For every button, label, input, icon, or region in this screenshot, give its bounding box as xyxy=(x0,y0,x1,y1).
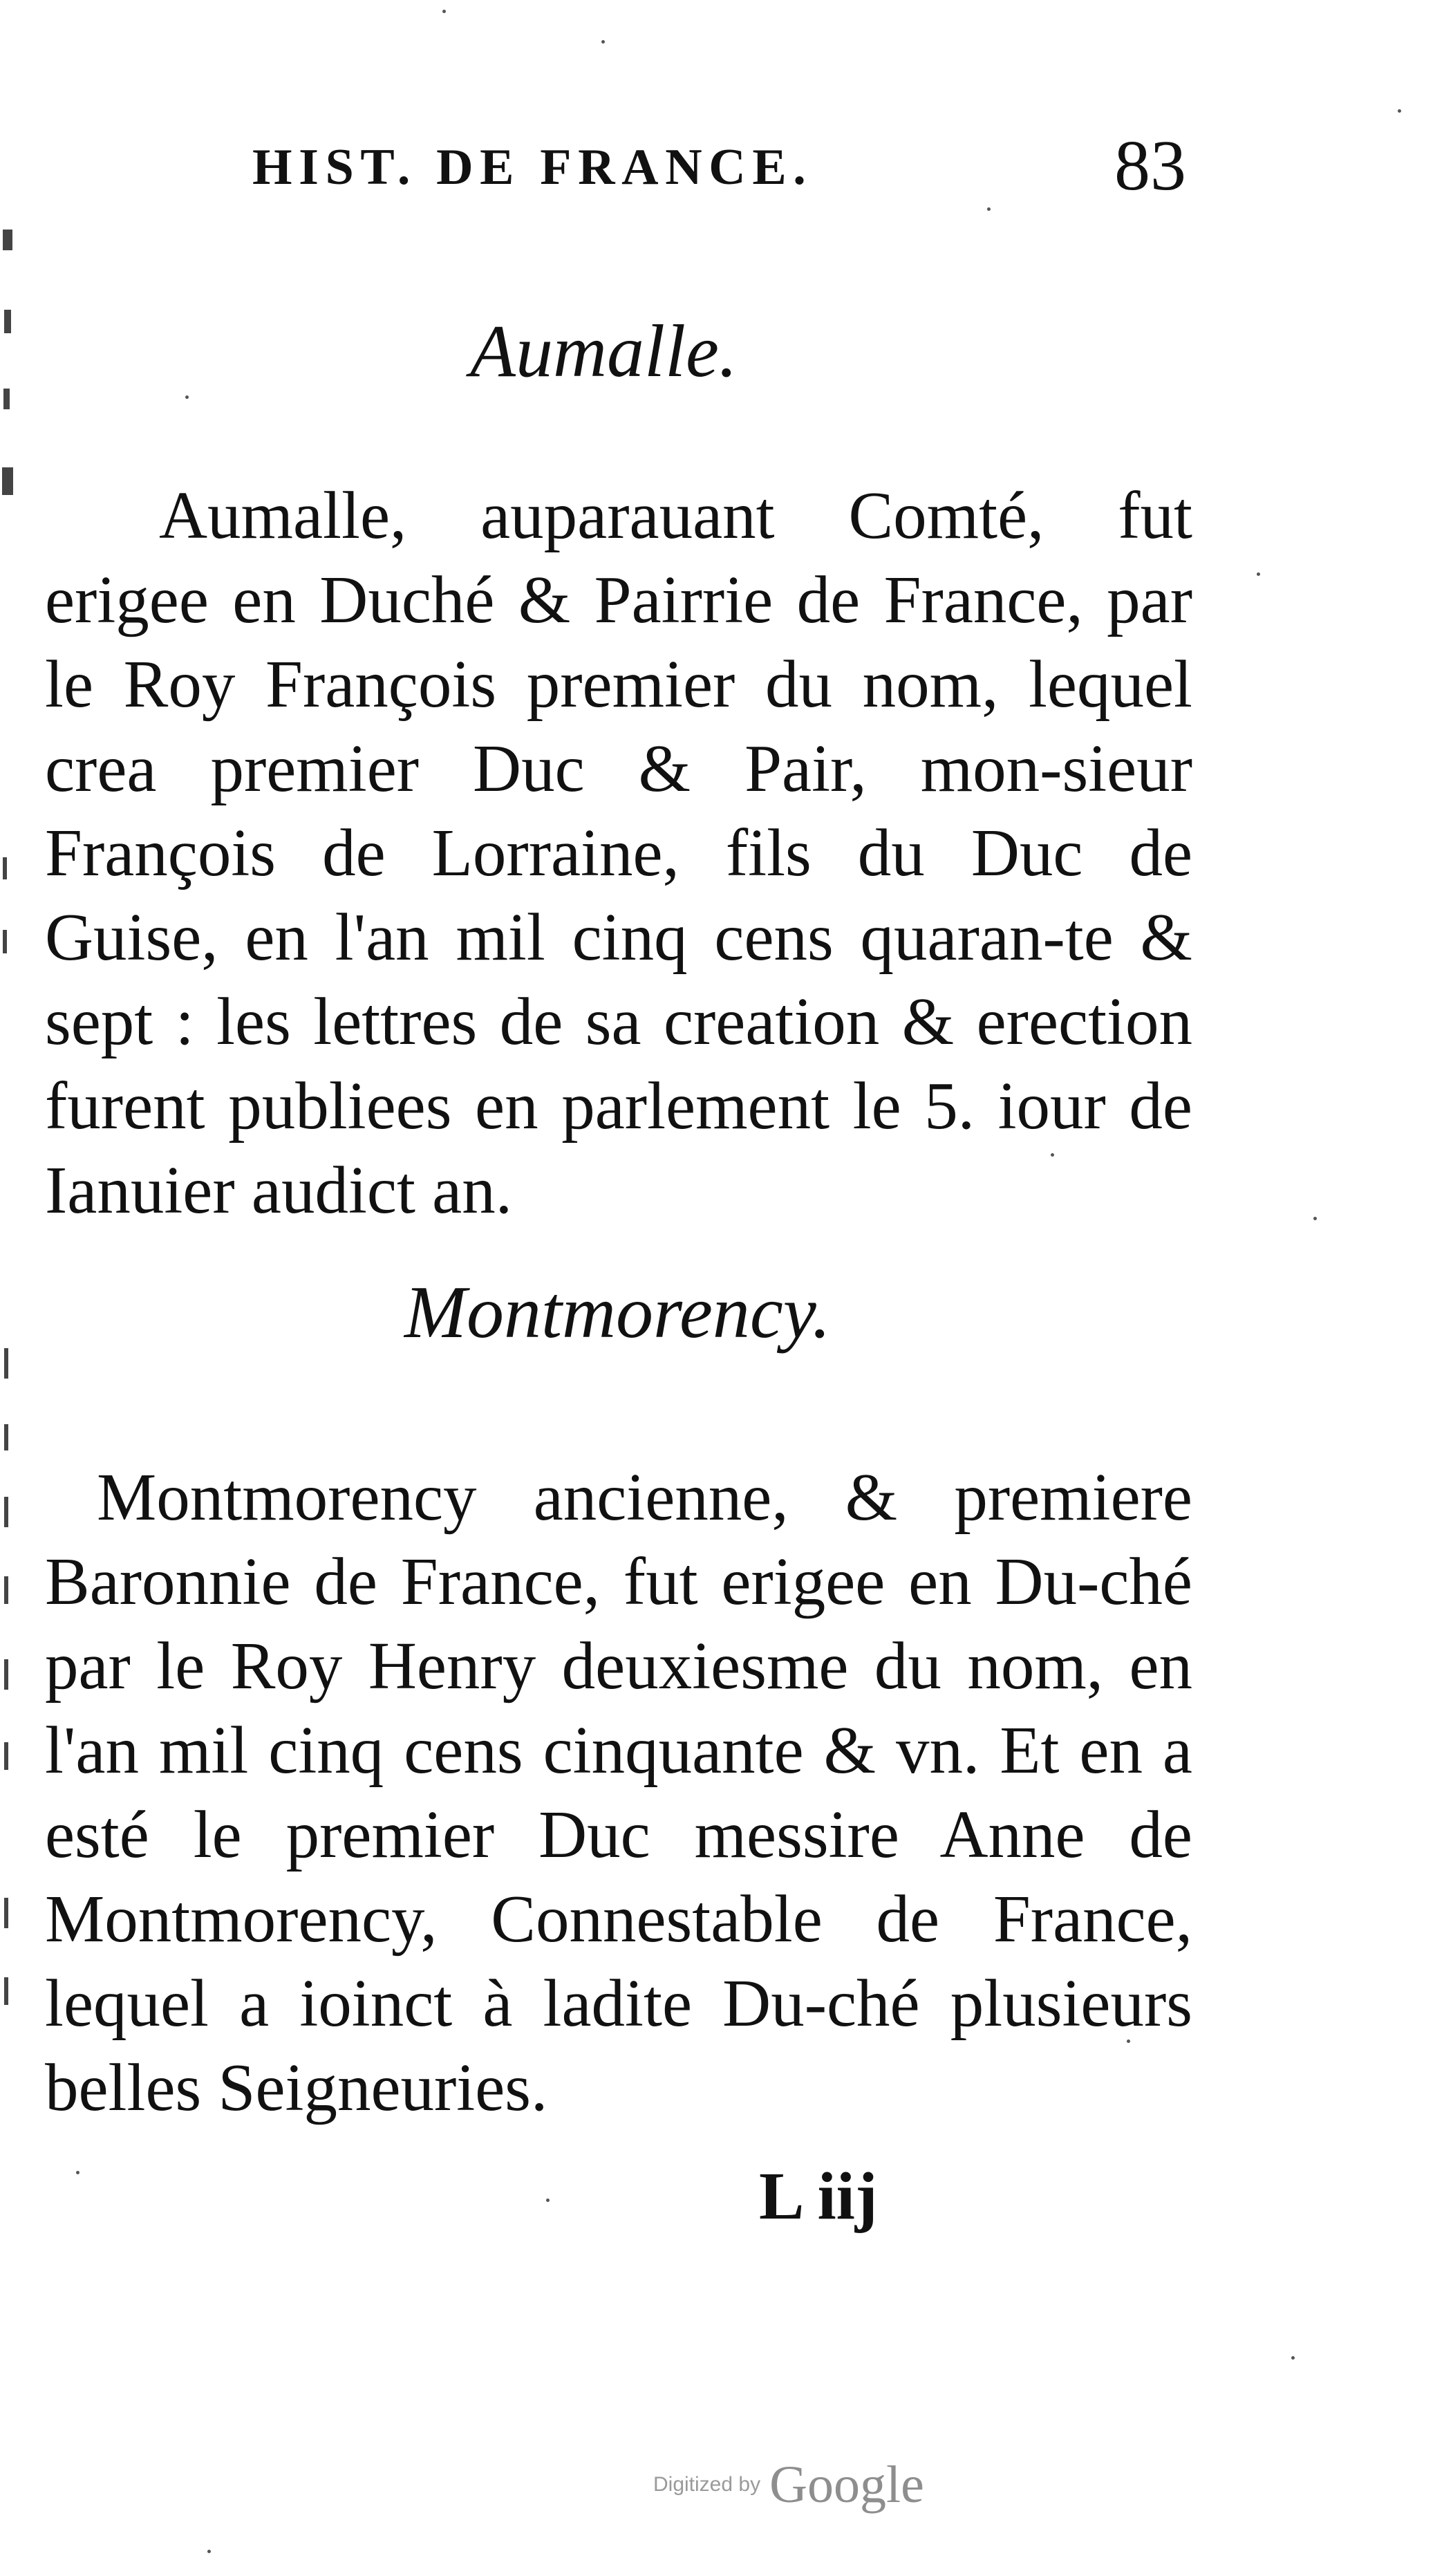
section-title-aumalle: Aumalle. xyxy=(470,310,738,393)
speck xyxy=(1257,572,1260,576)
speck xyxy=(601,40,605,44)
signature-mark: L iij xyxy=(759,2159,878,2234)
speck xyxy=(76,2171,79,2174)
speck xyxy=(987,207,991,211)
speck xyxy=(207,2550,211,2553)
section-body-montmorency: Montmorency ancienne, & premiere Baronnie de France, fut erigee en Du-ché par le Roy Henry deuxiesme du nom, en l'an mil cinq cens cinquante & vn. Et en a esté le premier Duc messire Anne de Montmorency, Connestable de France, lequel a ioinct à ladite Du-ché plusieurs belles Seigneuries. xyxy=(45,1460,1192,2125)
speck xyxy=(546,2199,550,2202)
google-logo: Google xyxy=(769,2456,924,2514)
digitization-watermark xyxy=(653,2456,924,2514)
page-number: 83 xyxy=(1114,126,1186,205)
speck xyxy=(185,395,189,399)
watermark-prefix: Digitized by xyxy=(653,2473,761,2496)
section-body-aumalle: Aumalle, auparauant Comté, fut erigee en Duché & Pairrie de France, par le Roy François premier du nom, lequel crea premier Duc & Pair, mon-sieur François de Lorraine, fils du Duc de Guise, en l'an mil cinq cens quaran-te & sept : les lettres de sa creation & erection furent publiees en parlement le 5. iour de Ianuier audict an. xyxy=(45,478,1192,1227)
section-title-montmorency: Montmorency. xyxy=(404,1271,831,1354)
speck xyxy=(1291,2356,1295,2360)
speck xyxy=(1398,109,1401,113)
speck xyxy=(442,10,446,13)
running-title: HIST. DE FRANCE. xyxy=(252,139,813,196)
speck xyxy=(1313,1217,1317,1220)
